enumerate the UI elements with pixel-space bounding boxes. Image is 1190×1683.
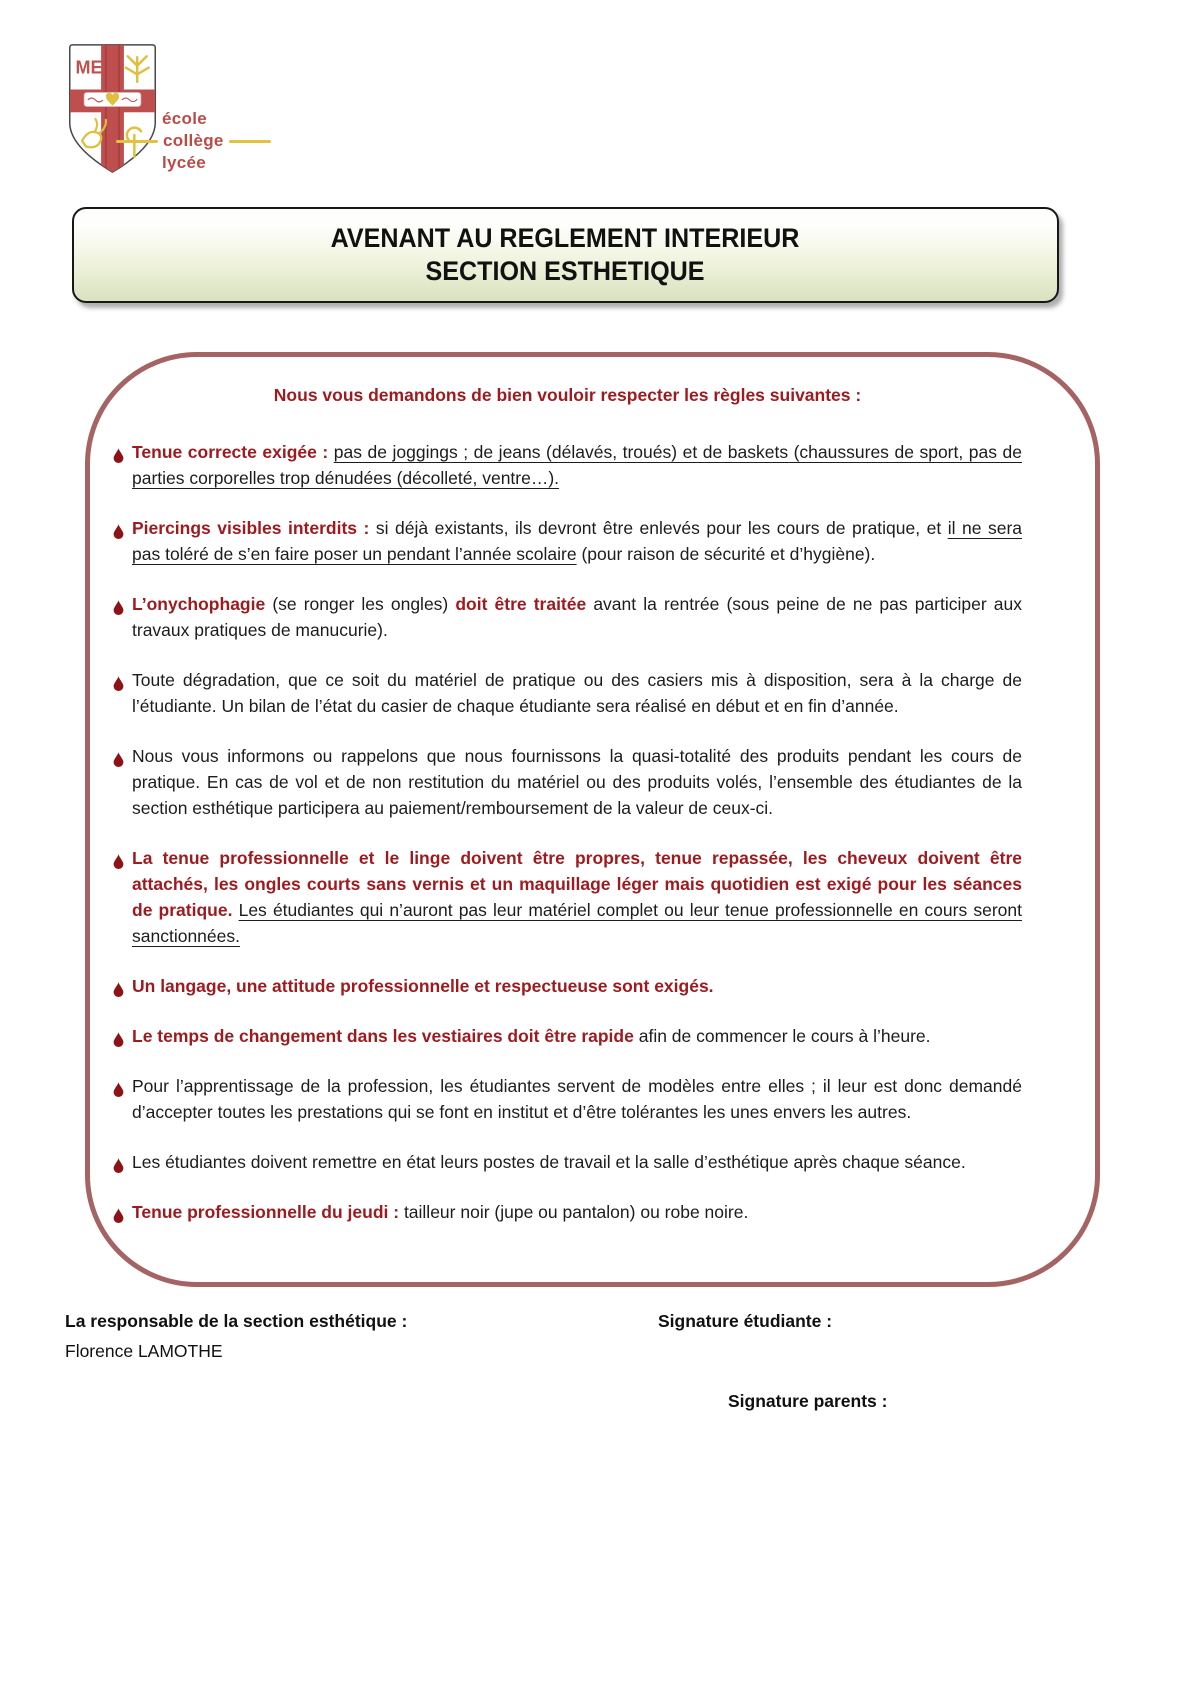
logo-monogram: ME	[75, 57, 103, 78]
rules-heading: Nous vous demandons de bien vouloir respecter les règles suivantes :	[273, 385, 862, 405]
document-title-box	[72, 207, 1059, 303]
gold-dash-icon	[229, 140, 271, 143]
rule-segment: Pour l’apprentissage de la profession, les étudiantes servent de modèles entre elles ; il leur est donc demandé d’accepter toutes les prestations qui se font en institut et d’être tolérantes les unes envers les autres.	[132, 1076, 1022, 1122]
rule-segment: afin de commencer le cours à l’heure.	[638, 1026, 931, 1046]
rule-item	[113, 1199, 1022, 1225]
rule-segment: Tenue correcte exigée :	[132, 442, 334, 462]
rule-segment: La tenue professionnelle et le linge doivent être propres, tenue repassée, les cheveux doivent être attachés, les ongles courts sans vernis et un maquillage léger mais quotidien est exigé pour les séances de pratique.	[132, 848, 1022, 920]
rule-segment: Piercings visibles interdits :	[132, 518, 376, 538]
droplet-bullet-icon	[113, 1078, 124, 1104]
droplet-bullet-icon	[113, 444, 124, 470]
responsible-name: Florence LAMOTHE	[65, 1341, 223, 1361]
rule-segment: Le temps de changement dans les vestiaires doit être rapide	[132, 1026, 639, 1046]
rule-segment: il ne sera pas toléré de s’en faire poser un pendant l’année scolaire	[132, 518, 1023, 564]
rule-item	[113, 515, 1022, 567]
droplet-bullet-icon	[113, 596, 124, 622]
droplet-bullet-icon	[113, 1154, 124, 1180]
rule-segment: pas de joggings ; de jeans (délavés, troués) et de baskets (chaussures de sport, pas de parties corporelles trop dénudées (décolleté, ventre…).	[132, 442, 1022, 488]
rule-item	[113, 591, 1022, 643]
school-logo	[65, 42, 271, 180]
rule-item	[113, 667, 1022, 719]
rule-item	[113, 1023, 1022, 1049]
rule-segment: doit être traitée	[455, 594, 594, 614]
rule-segment: Les étudiantes doivent remettre en état leurs postes de travail et la salle d’esthétique après chaque séance.	[132, 1152, 966, 1172]
rule-segment: Nous vous informons ou rappelons que nous fournissons la quasi-totalité des produits pendant les cours de pratique. En cas de vol et de non restitution du matériel ou des produits volés, l’ensemble des étudiantes de la section esthétique participera au paiement/remboursement de la valeur de ceux-ci.	[132, 746, 1022, 818]
droplet-bullet-icon	[113, 1204, 124, 1230]
logo-level-ecole: école	[162, 109, 207, 128]
rules-box	[85, 352, 1100, 1287]
rule-segment: avant la rentrée (sous peine de ne pas participer aux travaux pratiques de manucurie).	[132, 594, 1022, 640]
droplet-bullet-icon	[113, 978, 124, 1004]
rule-item	[113, 973, 1022, 999]
rule-segment: Un langage, une attitude professionnelle et respectueuse sont exigés.	[132, 976, 714, 996]
logo-level-lycee: lycée	[162, 153, 207, 172]
droplet-bullet-icon	[113, 850, 124, 876]
logo-wordmark	[162, 108, 271, 180]
droplet-bullet-icon	[113, 520, 124, 546]
rule-segment: (pour raison de sécurité et d’hygiène).	[576, 544, 876, 564]
rule-item	[113, 845, 1022, 949]
school-crest-icon	[65, 42, 160, 180]
droplet-bullet-icon	[113, 748, 124, 774]
document-title-line1: AVENANT AU REGLEMENT INTERIEUR	[331, 223, 800, 253]
rules-content	[90, 357, 1095, 1225]
rule-segment: Les étudiantes qui n’auront pas leur matériel complet ou leur tenue professionnelle en cours seront sanctionnées.	[132, 900, 1022, 946]
rule-segment: si déjà existants, ils devront être enlevés pour les cours de pratique, et	[375, 518, 948, 538]
rule-segment: (se ronger les ongles)	[272, 594, 456, 614]
logo-level-college-row	[116, 130, 271, 152]
droplet-bullet-icon	[113, 1028, 124, 1054]
student-signature-label: Signature étudiante :	[658, 1311, 833, 1331]
responsible-label: La responsable de la section esthétique :	[65, 1311, 408, 1331]
rule-segment: Toute dégradation, que ce soit du matériel de pratique ou des casiers mis à disposition, sera à la charge de l’étudiante. Un bilan de l’état du casier de chaque étudiante sera réalisé en début et en fin d’année.	[132, 670, 1022, 716]
rule-item	[113, 439, 1022, 491]
rule-item	[113, 1149, 1022, 1175]
parents-signature-label: Signature parents :	[728, 1391, 888, 1411]
rule-item	[113, 1073, 1022, 1125]
rule-segment: tailleur noir (jupe ou pantalon) ou robe noire.	[403, 1202, 749, 1222]
rules-list	[113, 439, 1022, 1225]
rule-segment: L’onychophagie	[132, 594, 273, 614]
droplet-bullet-icon	[113, 672, 124, 698]
rule-item	[113, 743, 1022, 821]
gold-dash-icon	[116, 140, 158, 143]
document-title-line2: SECTION ESTHETIQUE	[425, 256, 706, 286]
logo-level-college: collège	[163, 131, 224, 150]
rule-segment: Tenue professionnelle du jeudi :	[132, 1202, 404, 1222]
